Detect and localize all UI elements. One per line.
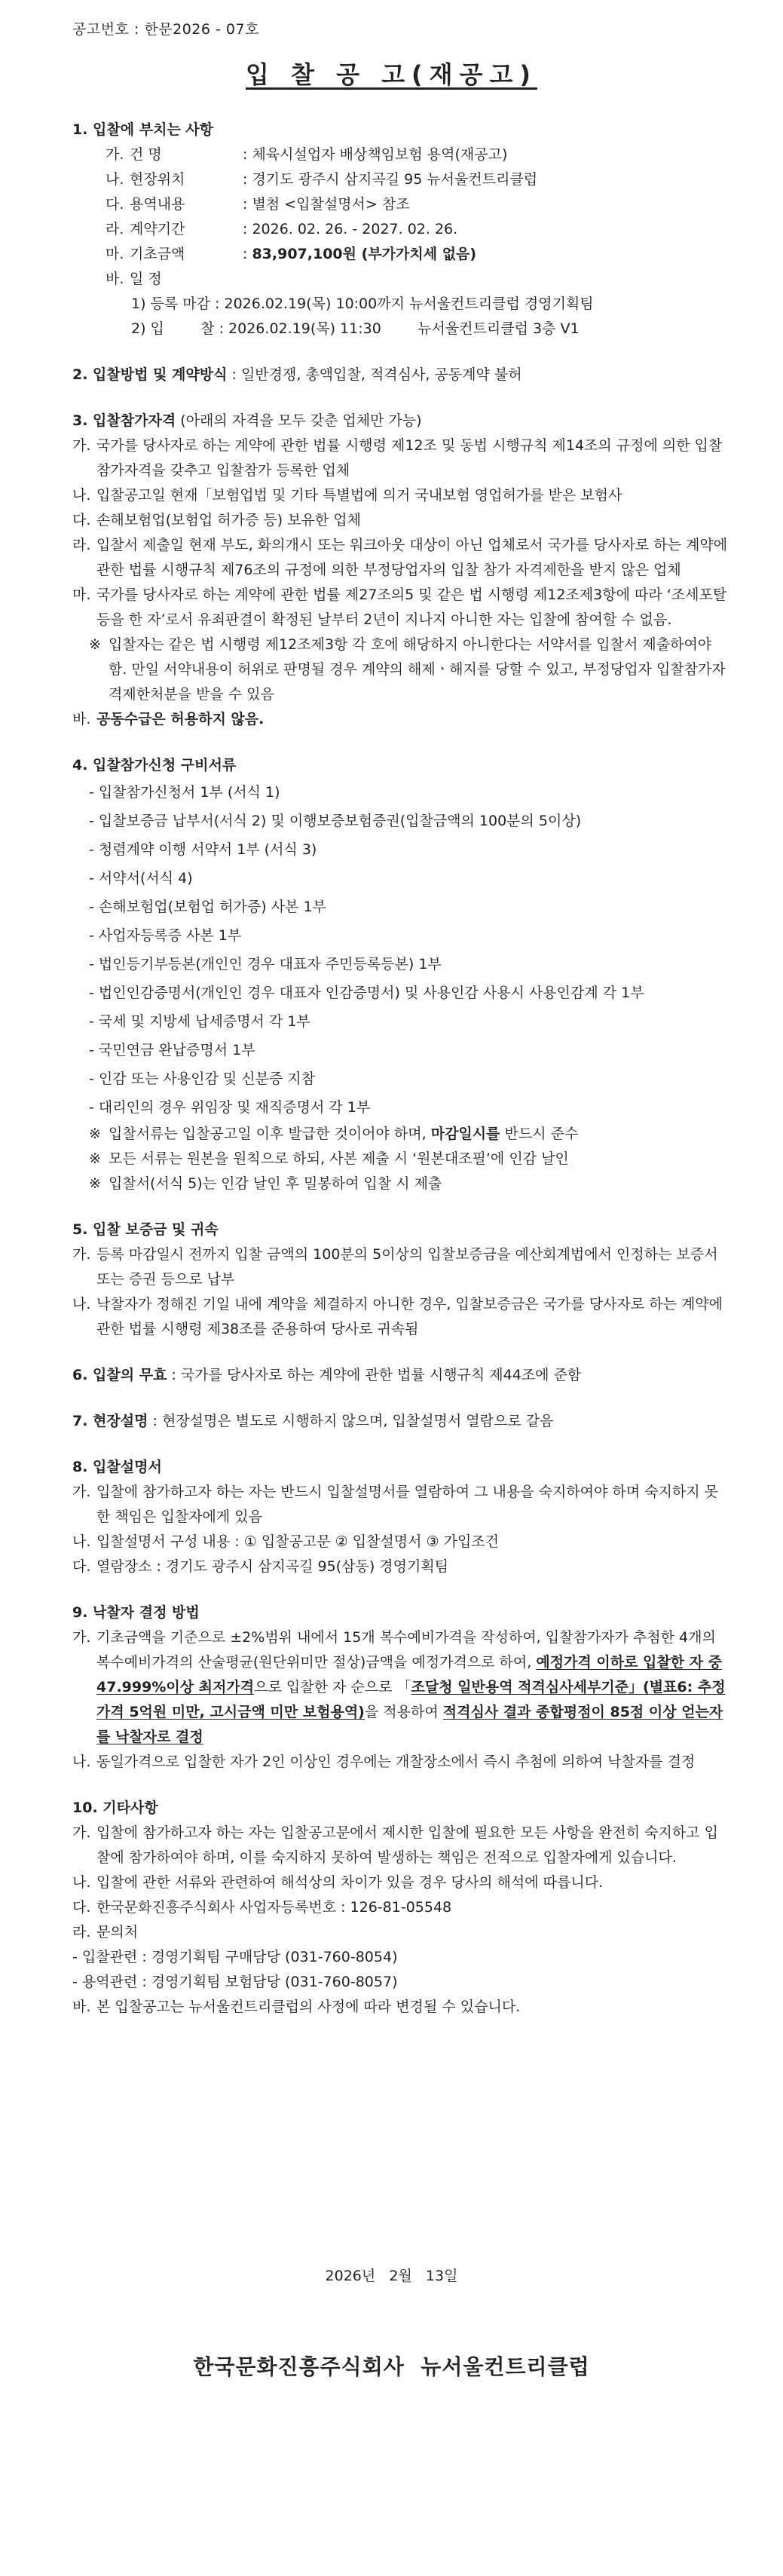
list-item: 라. 문의처 xyxy=(72,1924,139,1940)
list-item: - 손해보험업(보험업 허가증) 사본 1부 xyxy=(89,899,326,915)
list-item: 나. 입찰설명서 구성 내용 : ① 입찰공고문 ② 입찰설명서 ③ 가입조건 xyxy=(72,1533,500,1550)
schedule-bidding: 2) 입 찰 : 2026.02.19(목) 11:30 뉴서울컨트리클럽 3층 V1 xyxy=(131,320,580,337)
item-name: 가. 건 명 : 체육시설업자 배상책임보험 용역(재공고) xyxy=(106,146,508,163)
section-bid-invalidity: 6. 입찰의 무효 : 국가를 당사자로 하는 계약에 관한 법률 시행규칙 제44조에 준함 xyxy=(72,1367,582,1383)
list-item: 바. 본 입찰공고는 뉴서울컨트리클럽의 사정에 따라 변경될 수 있습니다. xyxy=(72,1999,521,2015)
list-item: 가. 입찰에 참가하고자 하는 자는 입찰공고문에서 제시한 입찰에 필요한 모든 사항을 완전히 숙지하고 입찰에 참가하여야 하며, 이를 숙지하지 못하여 발생하는 책임은 전적으로 입찰자에게 있습니다. xyxy=(72,1824,718,1866)
notice-number: 공고번호 : 한문2026 - 07호 xyxy=(72,21,259,38)
item-base-amount: 마. 기초금액 : 83,907,100원 (부가가치세 없음) xyxy=(106,246,477,262)
page-title xyxy=(0,56,783,90)
list-item: 가. 기초금액을 기준으로 ±2%범위 내에서 15개 복수예비가격을 작성하여, 입찰참가자가 추첨한 4개의 복수예비가격의 산술평균(원단위미만 절상)금액을 예정가격으로 하여, 예정가격 이하로 입찰한 자 중 47.999%이상 최저가격으로 입찰한 자 순으로 「조달청 일반용역 적격심사세부기준」(별표6: 추정가격 5억원 미만, 고시금액 미만 보험용역)을 적용하여 적격심사 결과 종합평점이 85점 이상 얻는자를 낙찰자로 결정 xyxy=(72,1629,726,1745)
section-heading: 10. 기타사항 xyxy=(72,1800,158,1816)
list-item: 나. 낙찰자가 정해진 기일 내에 계약을 체결하지 아니한 경우, 입찰보증금은 국가를 당사자로 하는 계약에 관한 법률 시행령 제38조를 준용하여 당사로 귀속됨 xyxy=(72,1296,723,1337)
item-content: 다. 용역내용 : 별첨 <입찰설명서> 참조 xyxy=(106,196,410,213)
list-item: - 국세 및 지방세 납세증명서 각 1부 xyxy=(89,1013,310,1030)
list-item: 다. 한국문화진흥주식회사 사업자등록번호 : 126-81-05548 xyxy=(72,1899,452,1916)
section-award-method xyxy=(72,1600,731,1775)
section-other xyxy=(72,1796,731,2020)
contact-insurance: - 용역관련 : 경영기획팀 보험담당 (031-760-8057) xyxy=(72,1974,398,1990)
list-item: - 입찰보증금 납부서(서식 2) 및 이행보증보험증권(입찰금액의 100분의 5이상) xyxy=(89,813,582,829)
list-item: - 법인등기부등본(개인인 경우 대표자 주민등록등본) 1부 xyxy=(89,956,442,973)
note: ※ 입찰자는 같은 법 시행령 제12조제3항 각 호에 해당하지 아니한다는 서약서를 입찰서 제출하여야 함. 만일 서약내용이 허위로 판명될 경우 계약의 해제ㆍ해지를 당할 수 있고, 부정당업자 입찰참가자격제한처분을 받을 수 있음 xyxy=(89,636,726,703)
section-bid-description xyxy=(72,1455,731,1579)
section-bid-items xyxy=(72,118,731,342)
section-heading: 2. 입찰방법 및 계약방식 xyxy=(72,366,228,383)
section-heading: 8. 입찰설명서 xyxy=(72,1459,162,1475)
list-item: 바. 공동수급은 허용하지 않음. xyxy=(72,711,265,727)
item-location: 나. 현장위치 : 경기도 광주시 삼지곡길 95 뉴서울컨트리클럽 xyxy=(106,171,538,188)
section-heading: 4. 입찰참가신청 구비서류 xyxy=(72,757,237,773)
list-item: 다. 손해보험업(보험업 허가증 등) 보유한 업체 xyxy=(72,512,362,528)
list-item: 나. 동일가격으로 입찰한 자가 2인 이상인 경우에는 개찰장소에서 즉시 추첨에 의하여 낙찰자를 결정 xyxy=(72,1754,696,1770)
list-item: 라. 입찰서 제출일 현재 부도, 화의개시 또는 워크아웃 대상이 아닌 업체로서 국가를 당사자로 하는 계약에 관한 법률 시행규칙 제76조의 규정에 의한 부정당업자의 입찰 참가 자격제한을 받지 않은 업체 xyxy=(72,537,728,578)
section-qualifications xyxy=(72,409,731,732)
list-item: - 사업자등록증 사본 1부 xyxy=(89,927,242,944)
section-heading: 6. 입찰의 무효 xyxy=(72,1367,167,1383)
list-item: - 입찰참가신청서 1부 (서식 1) xyxy=(89,784,280,801)
notice-body xyxy=(72,118,731,2041)
section-heading: 9. 낙찰자 결정 방법 xyxy=(72,1604,200,1621)
page-title-text: 입 찰 공 고(재공고) xyxy=(245,60,538,89)
organization-name: 한국문화진흥주식회사 뉴서울컨트리클럽 xyxy=(193,2354,590,2379)
section-required-documents xyxy=(72,753,731,1196)
list-item: - 청렴계약 이행 서약서 1부 (서식 3) xyxy=(89,841,317,858)
section-heading: 5. 입찰 보증금 및 귀속 xyxy=(72,1221,219,1238)
item-schedule: 바. 일 정 xyxy=(106,271,162,287)
list-item: 나. 입찰에 관한 서류와 관련하여 해석상의 차이가 있을 경우 당사의 해석에 따릅니다. xyxy=(72,1874,604,1891)
section-heading: 7. 현장설명 xyxy=(72,1413,148,1429)
note: ※ 모든 서류는 원본을 원칙으로 하되, 사본 제출 시 ‘원본대조필’에 인감 날인 xyxy=(89,1150,569,1167)
contact-purchase: - 입찰관련 : 경영기획팀 구매담당 (031-760-8054) xyxy=(72,1949,398,1965)
section-heading-note: (아래의 자격을 모두 갖춘 업체만 가능) xyxy=(176,412,422,429)
list-item: - 법인인감증명서(개인인 경우 대표자 인감증명서) 및 사용인감 사용시 사용인감계 각 1부 xyxy=(89,985,644,1001)
list-item: 다. 열람장소 : 경기도 광주시 삼지곡길 95(삼동) 경영기획팀 xyxy=(72,1558,449,1575)
list-item: 마. 국가를 당사자로 하는 계약에 관한 법률 제27조의5 및 같은 법 시행령 제12조제3항에 따라 ‘조세포탈 등을 한 자’로서 유죄판결이 확정된 날부터 2년이 지나지 아니한 자는 입찰에 참여할 수 없음. xyxy=(72,587,727,628)
list-item: 나. 입찰공고일 현재「보험업법 및 기타 특별법에 의거 국내보험 영업허가를 받은 보험사 xyxy=(72,487,622,504)
list-item: - 국민연금 완납증명서 1부 xyxy=(89,1042,255,1058)
section-site-briefing: 7. 현장설명 : 현장설명은 별도로 시행하지 않으며, 입찰설명서 열람으로 갈음 xyxy=(72,1413,554,1429)
item-period: 라. 계약기간 : 2026. 02. 26. - 2027. 02. 26. xyxy=(106,221,458,237)
documents-list xyxy=(72,778,731,1122)
list-item: - 서약서(서식 4) xyxy=(89,870,193,887)
bid-method-text: : 일반경쟁, 총액입찰, 적격심사, 공동계약 불허 xyxy=(227,366,522,383)
list-item: - 인감 또는 사용인감 및 신분증 지참 xyxy=(89,1071,316,1087)
list-item: 가. 국가를 당사자로 하는 계약에 관한 법률 시행령 제12조 및 동법 시행규칙 제14조의 규정에 의한 입찰참가자격을 갖추고 입찰참가 등록한 업체 xyxy=(72,437,723,479)
list-item: 가. 등록 마감일시 전까지 입찰 금액의 100분의 5이상의 입찰보증금을 예산회계법에서 인정하는 보증서 또는 증권 등으로 납부 xyxy=(72,1246,718,1288)
section-heading: 3. 입찰참가자격 xyxy=(72,412,176,429)
section-bid-bond xyxy=(72,1218,731,1342)
notice-date: 2026년 2월 13일 xyxy=(325,2268,458,2284)
list-item: 가. 입찰에 참가하고자 하는 자는 반드시 입찰설명서를 열람하여 그 내용을 숙지하여야 하며 숙지하지 못한 책임은 입찰자에게 있음 xyxy=(72,1484,718,1525)
section-bid-method xyxy=(72,363,731,387)
list-item: - 대리인의 경우 위임장 및 재직증명서 각 1부 xyxy=(89,1099,371,1116)
bid-items-list xyxy=(72,142,731,342)
note: ※ 입찰서류는 입찰공고일 이후 발급한 것이어야 하며, 마감일시를 반드시 준수 xyxy=(89,1126,579,1142)
section-heading: 1. 입찰에 부치는 사항 xyxy=(72,121,214,138)
schedule-registration: 1) 등록 마감 : 2026.02.19(목) 10:00까지 뉴서울컨트리클럽 경영기획팀 xyxy=(131,296,594,312)
note: ※ 입찰서(서식 5)는 인감 날인 후 밀봉하여 입찰 시 제출 xyxy=(89,1175,442,1192)
